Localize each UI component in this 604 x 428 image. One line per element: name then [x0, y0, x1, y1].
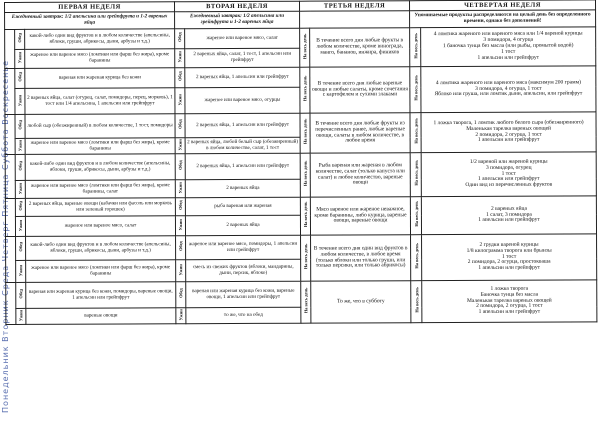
all-day-label — [411, 281, 422, 323]
all-day-label-text: На весь день — [413, 201, 419, 228]
all-day-label — [410, 153, 421, 197]
dinner-label — [176, 308, 186, 324]
dinner-label-text: Ужин — [17, 52, 23, 64]
dinner-label-text: Ужин — [18, 309, 24, 321]
week-2-lunch: 2 вареных яйца, 1 апельсин или грейпфрут — [185, 67, 300, 88]
all-day-label — [410, 197, 421, 235]
all-day-label-text: На весь день — [302, 76, 308, 102]
lunch-label — [175, 198, 185, 216]
lunch-label — [176, 282, 186, 308]
week-1-lunch: какой-либо один вид фруктов и в любом количестве (апельсины, яблоки, груши, абрикосы, дыни, арбузы и т.д.) — [26, 236, 176, 261]
lunch-label — [16, 236, 26, 260]
lunch-label — [175, 154, 185, 180]
week-1-dinner: жареное или вареное мясо, салат — [25, 216, 175, 237]
all-day-label — [300, 153, 310, 197]
dinner-label — [15, 216, 25, 236]
all-day-label-text: На весь день — [413, 287, 419, 314]
week-2-lunch: рыба вареная или жареная — [185, 197, 300, 216]
day-row-lunch — [6, 234, 597, 261]
week-2-dinner: 2 вареных яйца, любой белый сыр (обезжиренный) в любом количестве, салат, 1 тост — [185, 137, 300, 154]
lunch-label — [15, 198, 25, 216]
lunch-label-text: Обед — [18, 242, 24, 252]
dinner-label-text: Ужин — [177, 138, 183, 151]
lunch-label-text: Обед — [17, 33, 23, 43]
week-3-day: В течение всего дня любые вареные овощи и любые салаты, кроме сочетания с картофелем и сухими злаками — [310, 67, 410, 113]
day-row-lunch — [5, 196, 596, 217]
dinner-label-text: Ужин — [177, 93, 183, 106]
lunch-label-text: Обед — [17, 120, 23, 130]
all-day-label — [300, 197, 310, 235]
week-1-dinner: 2 вареных яйца, салат (огурец, салат, помидоры, перец, морковь), 1 тост или 1/4 апельсина, 1 апельсин или грейпфрут — [25, 88, 175, 115]
week-2-dinner: 2 вареных яйца, салат, 1 тост, 1 апельсин или грейпфрут — [185, 48, 300, 68]
dinner-label — [176, 260, 186, 282]
lunch-label — [15, 154, 25, 180]
week-2-lunch: вареная или жареная курица без кожи, вареные овощи, 1 апельсин или грейпфрут — [186, 281, 301, 308]
dinner-label — [15, 49, 25, 68]
all-day-label-text: На весь день — [302, 202, 309, 228]
all-day-label — [301, 281, 311, 323]
week-2-dinner: смесь из свежих фруктов (яблоки, мандарины, дыни, персик, яблоко) — [186, 259, 301, 282]
dinner-label — [175, 88, 185, 114]
week-2-lunch: жареное или вареное мясо, помидоры, 1 апельсин или грейпфрут — [186, 235, 301, 260]
week-2-dinner: жареное или вареное мясо, огурцы — [185, 87, 300, 114]
lunch-label — [176, 236, 186, 260]
week-2-dinner: 2 вареных яйца — [185, 179, 300, 198]
day-blank-cell — [5, 68, 15, 114]
all-day-label-text: На весь день — [303, 288, 309, 314]
all-day-label — [410, 113, 421, 153]
all-day-label-text: На весь день — [412, 33, 418, 59]
week-1-lunch: какой-либо один вид фруктов и в любом количестве (апельсины, яблоки, груши, абрикосы, дыни, арбузы и т.д.) — [25, 154, 175, 181]
week-1-dinner: жареное или вареное мясо (ломтики или фарш без жира), кроме баранины — [25, 138, 175, 155]
week-4-day: 4 ломтика жареного или вареного мяса (максимум 200 грамм) 3 помидора, 4 огурца, 1 тост Яблоко или груша, или ломтик дыни, апельсин, или грейпфрут — [421, 66, 596, 113]
dinner-label — [175, 138, 185, 154]
dinner-label — [16, 260, 26, 282]
dinner-label-text: Ужин — [177, 218, 184, 231]
dinner-label — [15, 180, 25, 198]
diet-table-sheet — [4, 0, 602, 422]
lunch-label — [15, 68, 25, 88]
all-day-label-text: На весь день — [413, 118, 419, 145]
lunch-label-text: Обед — [178, 288, 184, 299]
week-2-dinner: то же, что на обед — [186, 307, 301, 324]
all-day-label-text: На весь день — [413, 243, 419, 270]
lunch-label-text: Обед — [177, 119, 183, 130]
week-2-lunch: 2 вареных яйца, 1 апельсин или грейпфрут — [185, 113, 300, 138]
week-3-day: В течение всего дня любые фрукты в любом количестве, кроме винограда, манго, бананов, инжира, фиников — [310, 28, 410, 67]
week-1-lunch: какой-либо один вид фруктов и в любом количестве (апельсины, яблоки, груши, абрикосы, дыни, арбузы и т.д.) — [25, 29, 175, 50]
week-4-day: 1 ложка творога, 1 ломтик любого белого сыра (обезжиренного) Маленькая тарелка вареных овощей 2 помидора, 2 огурца, 1 тост 1 апельсин или грейпфрут — [421, 112, 596, 153]
week-2-lunch: 2 вареных яйца, 1 апельсин или грейпфрут — [185, 153, 300, 180]
dinner-label-text: Ужин — [17, 94, 23, 106]
day-row-lunch — [5, 152, 596, 181]
lunch-label — [175, 68, 185, 88]
week-1-lunch: вареная или жареная курица без кожи, помидоры, вареные овощи, 1 апельсин или грейпфрут — [26, 282, 176, 309]
lunch-label — [175, 29, 185, 49]
lunch-label-text: Обед — [18, 289, 24, 299]
lunch-label-text: Обед — [177, 32, 183, 43]
day-row-lunch — [5, 66, 596, 89]
lunch-label-text: Обед — [17, 161, 23, 171]
day-blank-cell — [5, 198, 15, 236]
week-4-note: Упоминаемые продукты распределяются на целый день без определенного времени, однако без дополнений! — [410, 10, 596, 28]
lunch-label-text: Обед — [17, 201, 23, 211]
handwritten-day-names-text: Понедельник Вторник Среда Четверг Пятница Суббота Воскресенье — [1, 60, 10, 413]
dinner-label-text: Ужин — [17, 182, 23, 194]
week-1-lunch: вареная или жареная курица без кожи — [25, 68, 175, 89]
day-rows — [5, 27, 597, 325]
week-3-day: То же, что в субботу — [311, 281, 411, 323]
week-2-lunch: жареное или вареное мясо, салат — [185, 28, 300, 49]
dinner-label-text: Ужин — [178, 308, 184, 321]
dinner-label — [16, 308, 26, 324]
week-3-day: В течение всего дня любые фрукты из перечисленных ранее, любые вареные овощи, салаты в любом количестве, в любое время — [310, 113, 410, 153]
dinner-label-text: Ужин — [17, 139, 23, 151]
week-4-title: ЧЕТВЕРТАЯ НЕДЕЛЯ — [410, 0, 596, 11]
all-day-label — [300, 67, 310, 113]
week-4-day: 4 ломтика жареного или вареного мяса или 1/4 вареной курицы 3 помидора, 4 огурца 1 баночка тунца без масла (или рыбы, промытой водой) 1 тост 1 апельсин или грейпфрут — [421, 27, 596, 67]
week-2-title: ВТОРАЯ НЕДЕЛЯ — [175, 1, 300, 12]
week-1-lunch: любой сыр (обезжиренный) в любом количестве, 1 тост, помидоры — [25, 114, 175, 139]
day-blank-cell — [5, 114, 15, 154]
week-1-dinner: жареное или вареное мясо (ломтики или фарш без жира), кроме баранины, салат — [25, 180, 175, 199]
lunch-label-text: Обед — [177, 200, 183, 211]
lunch-label-text: Обед — [177, 160, 183, 171]
all-day-label — [300, 28, 310, 67]
week-1-breakfast-note: Ежедневный завтрак: 1/2 апельсина или грейпфрута и 1-2 вареных яйца — [5, 12, 175, 30]
lunch-label-text: Обед — [177, 71, 183, 82]
lunch-label — [175, 114, 185, 138]
dinner-label-text: Ужин — [177, 181, 183, 194]
all-day-label-text: На весь день — [303, 244, 309, 270]
week-3-day: В течение всего дня один вид фруктов в любом количестве, в любое время (только яблоки или только груши, или только персики, или только абрикосы) — [311, 235, 411, 281]
dinner-label-text: Ужин — [18, 264, 24, 276]
day-blank-cell — [6, 236, 16, 282]
lunch-label-text: Обед — [17, 72, 23, 82]
week-2-breakfast-note: Ежедневный завтрак: 1/2 апельсина или грейпфрута и 1-2 вареных яйца — [175, 11, 300, 29]
all-day-label — [410, 28, 421, 67]
week-3-day: Рыба вареная или жареная в любом количестве, салат (только капуста или салат) и любое количество, вареные овощи — [310, 153, 410, 197]
week-1-dinner: вареные овощи — [26, 308, 176, 325]
week-4-day: 1/2 вареной или жареной курицы 3 помидора, огурец 1 тост 1 апельсин или грейпфрут Один вид из перечисленных фруктов — [421, 152, 596, 197]
all-day-label-text: На весь день — [413, 160, 419, 187]
dinner-label-text: Ужин — [17, 219, 23, 231]
week-1-dinner: жареное или вареное мясо (ломтики или фарш без жира), кроме баранины — [25, 49, 175, 69]
dinner-label — [175, 180, 185, 198]
week-4-day: 2 вареных яйца 1 салат, 3 помидора 1 апельсин или грейпфрут — [421, 196, 596, 235]
day-row-lunch — [5, 112, 596, 139]
lunch-label — [15, 29, 25, 49]
day-blank-cell — [5, 154, 15, 198]
week-2-dinner: 2 вареных яйца — [185, 215, 300, 236]
dinner-label — [175, 49, 185, 68]
dinner-label — [15, 138, 25, 154]
week-1-title: ПЕРВАЯ НЕДЕЛЯ — [5, 2, 175, 13]
lunch-label — [15, 114, 25, 138]
day-blank-cell — [5, 29, 15, 68]
all-day-label-text: На весь день — [302, 119, 308, 145]
week-3-title: ТРЕТЬЯ НЕДЕЛЯ — [300, 1, 410, 11]
day-row-lunch — [5, 27, 596, 50]
dinner-label — [175, 216, 185, 236]
week-3-breakfast-note — [300, 11, 410, 28]
day-blank-cell — [6, 282, 16, 324]
lunch-label — [16, 282, 26, 308]
all-day-label-text: На весь день — [412, 75, 418, 102]
day-row-lunch — [6, 280, 597, 309]
week-4-day: 2 грудки вареной курицы 1/8 килограмма творога или брынзы 1 тост 2 помидора, 2 огурца, простокваша 1 апельсин или грейпфрут — [422, 234, 597, 281]
all-day-label-text: На весь день — [302, 33, 308, 60]
week-1-dinner: жареное или вареное мясо (ломтики или фарш без жира), кроме баранины — [26, 260, 176, 283]
dinner-label-text: Ужин — [177, 51, 183, 63]
all-day-label — [301, 235, 311, 281]
week-4-day: 1 ложка творога Баночка тунца без масла Маленькая тарелка вареных овощей 2 помидора, 2 огурца, 1 тост 1 апельсин или грейпфрут — [422, 280, 597, 323]
week-3-day: Мясо вареное или жареное неважное, кроме баранины, либо курица, вареные овощи, вареные овощи — [310, 197, 410, 235]
dinner-label-text: Ужин — [178, 263, 184, 276]
all-day-label — [300, 113, 310, 153]
all-day-label-text: На весь день — [302, 161, 308, 187]
all-day-label — [410, 67, 421, 113]
diet-table — [4, 0, 597, 325]
dinner-label — [15, 88, 25, 114]
lunch-label-text: Обед — [178, 241, 184, 252]
all-day-label — [411, 235, 422, 281]
week-1-lunch: 2 вареных яйца, вареные овощи (кабачки или фасоль или морковь или зеленый горошек) — [25, 198, 175, 217]
